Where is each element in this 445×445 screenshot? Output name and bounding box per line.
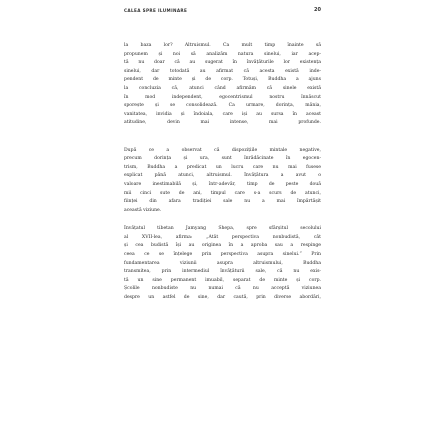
text-line: sporește și se consolidează. Ca urmare, dorința, mânia, <box>124 103 321 109</box>
text-line: După ce a observat că dispozițiile mintale negative, <box>124 147 321 153</box>
page-header <box>124 5 321 15</box>
text-line: tă un sine permanent imuabil, separat de minte și corp. <box>124 277 321 283</box>
text-line: pendent de minte și de corp. Totuși, Buddha a ajuns <box>124 77 321 83</box>
text-line: transmitea, prin intermediul învățăturii sale, că nu exis- <box>124 269 321 275</box>
text-line: această viziune. <box>124 207 162 213</box>
text-line: vanitatea, invidia și îndoiala, care iși au sursa în aceast <box>124 111 321 117</box>
text-line: la baza lor? Altruismul. Ca mult timp înainte să <box>124 43 321 48</box>
paragraph-3 <box>124 225 321 302</box>
text-line: despre un astfel de sine, dar caută, prin diverse abordări, <box>124 295 321 301</box>
text-line: Învățatul tibetan Jamyang Shepa, spre sfârșitul secolului <box>124 226 321 232</box>
paragraph-2 <box>124 147 321 216</box>
text-line <box>124 128 321 137</box>
text-line: explicat până atunci, altruismul. Învățătura a avut o <box>124 173 321 179</box>
text-line: la concluzia că, atunci când afirmăm că sinele există <box>124 85 321 91</box>
text-line: al XVII-lea, afirma: „Atât perspectiva nonbudistă, cât <box>124 234 321 240</box>
text-line: și cea budistă își au originea în a aproba sau a respinge <box>124 243 321 249</box>
text-line: atitudine, devin mai intense, mai profunde. <box>124 120 321 126</box>
page-number: 20 <box>314 7 321 13</box>
body-text <box>124 42 321 313</box>
text-line: tă nu doar că au sugerat în învățăturile lor existența <box>124 60 321 66</box>
text-line: ceea ce se înțelege prin perspectiva asupra sinelui.” Prin <box>124 252 321 258</box>
text-line: trism, Buddha a predicat un lucru care nu mai fusese <box>124 164 321 170</box>
text-line: în mod independent, egocentrismul nostru înnăscut <box>124 94 321 100</box>
text-line: Școlile nonbudiste nu numai că nu acceptă viziunea <box>124 286 321 292</box>
text-line: valoare inestimabilă și, într-adevăr, timp de peste două <box>124 181 321 187</box>
text-line: ființei din afara tradiției sale nu a mai împărtășit <box>124 199 321 205</box>
running-title: CALEA SPRE ILUMINARE <box>124 7 188 13</box>
text-line: precum dorința și ura, sunt înrădăcinate în egocen- <box>124 156 321 162</box>
paragraph-1 <box>124 42 321 137</box>
text-line: propunem și noi să analizăm natura sinelui, iar acep- <box>124 51 321 57</box>
text-line: fundamentarea viziunii asupra altruismului, Buddha <box>124 260 321 266</box>
text-line: sinelui, dar totodată au afirmat că acesta există inde- <box>124 68 321 74</box>
text-line: mii cinci sute de ani, timpul care s-a scurs de atunci, <box>124 190 321 196</box>
